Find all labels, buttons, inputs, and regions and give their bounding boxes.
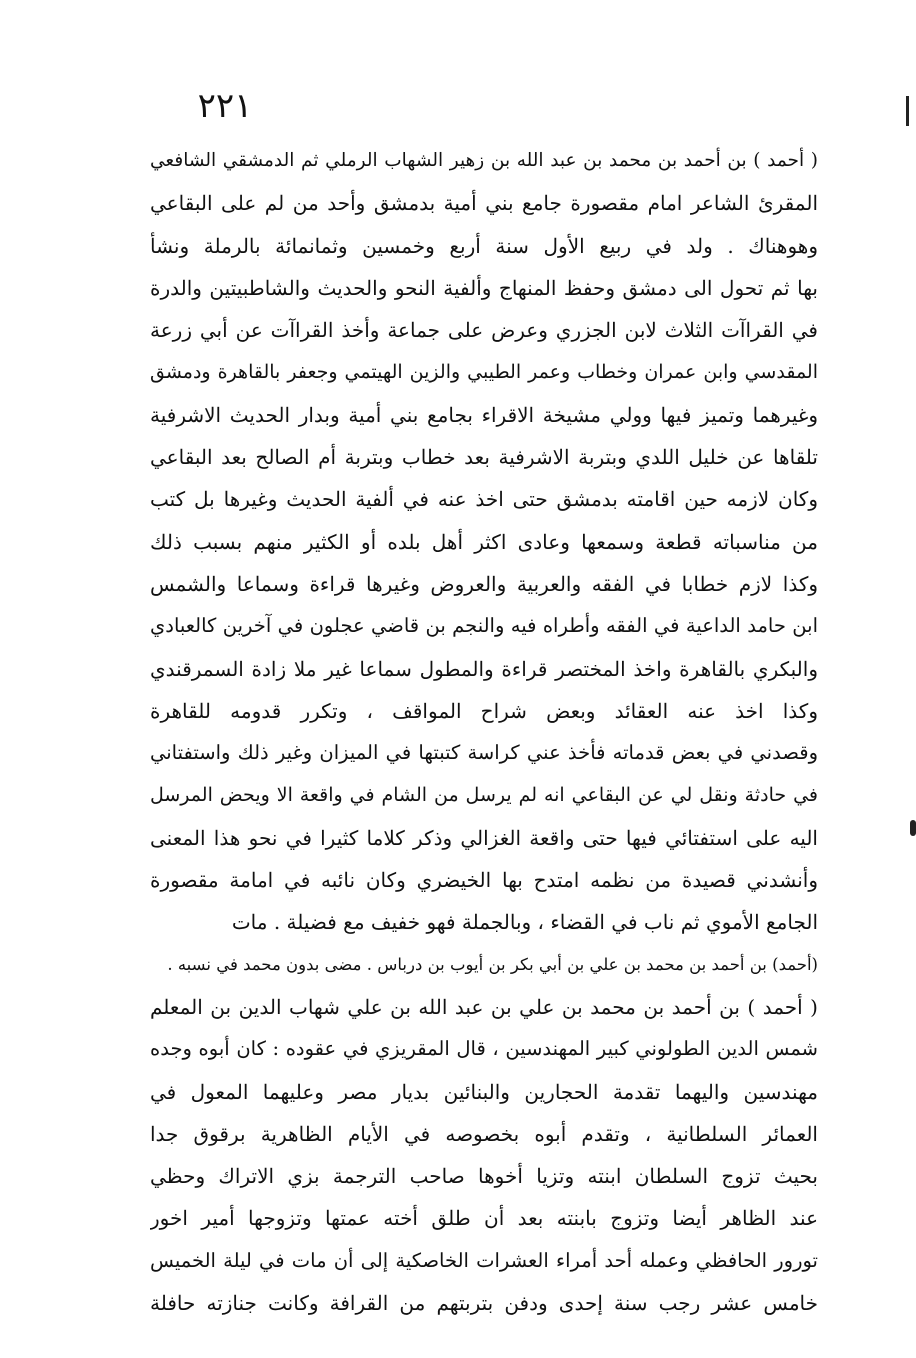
- text-line: وكان لازمه حين اقامته بدمشق حتى اخذ عنه في ألفية الحديث وغيرها بل كتب: [150, 487, 818, 512]
- text-line: ابن حامد الداعية في الفقه وأطراه فيه والنجم بن قاضي عجلون في آخرين كالعبادي: [150, 614, 818, 638]
- page-number: ٢٢١: [197, 86, 253, 126]
- text-line: المقرئ الشاعر امام مقصورة جامع بني أمية بدمشق وأحد من لم على البقاعي: [150, 191, 818, 216]
- text-line: وكذا لازم خطابا في الفقه والعربية والعروض وغيرها قراءة وسماعا والشمس: [150, 571, 818, 596]
- text-line: خامس عشر رجب سنة إحدى ودفن بتربتهم من القرافة وكانت جنازته حافلة: [150, 1291, 818, 1316]
- text-line: وقصدني في بعض قدماته فأخذ عني كراسة كتبتها في الميزان وغير ذلك واستفتاني: [150, 741, 818, 765]
- page-edge-mark: [906, 96, 909, 126]
- text-line: اليه على استفتائي فيها حتى واقعة الغزالي وذكر كلاما كثيرا في نحو هذا المعنى: [150, 825, 818, 850]
- text-line: عند الظاهر أيضا وتزوج بابنته بعد أن طلق أخته عمتها وتزوجها أمير اخور: [150, 1206, 818, 1231]
- text-line: العمائر السلطانية ، وتقدم أبوه بخصوصه في الأيام الظاهرية برقوق جدا: [150, 1121, 818, 1146]
- text-line: من مناسباته قطعة وسمعها وعادى اكثر أهل بلده أو الكثير منهم بسبب ذلك: [150, 529, 818, 554]
- text-line: بحيث تزوج السلطان ابنته وتزيا أخوها صاحب الترجمة بزي الاتراك وحظي: [150, 1164, 818, 1189]
- text-line: شمس الدين الطولوني كبير المهندسين ، قال المقريزي في عقوده : كان أبوه وجده: [150, 1037, 818, 1061]
- text-line: وأنشدني قصيدة من نظمه امتدح بها الخيضري وكان نائبه في امامة مقصورة: [150, 868, 818, 893]
- text-line: ( أحمد ) بن أحمد بن محمد بن عبد الله بن زهير الشهاب الرملي ثم الدمشقي الشافعي: [150, 150, 818, 171]
- text-line: بها ثم تحول الى دمشق وحفظ المنهاج وألفية النحو والحديث والشاطبيتين والدرة: [150, 275, 818, 300]
- text-line: وكذا اخذ عنه العقائد وبعض شراح المواقف ، وتكرر قدومه للقاهرة: [150, 698, 818, 723]
- text-line: وهوهناك . ولد في ربيع الأول سنة أربع وخمسين وثمانمائة بالرملة ونشأ: [150, 233, 818, 258]
- text-line: الجامع الأموي ثم ناب في القضاء ، وبالجملة فهو خفيف مع فضيلة . مات: [231, 910, 818, 935]
- text-line: وغيرهما وتميز فيها وولي مشيخة الاقراء بجامع بني أمية وبدار الحديث الاشرفية: [150, 402, 818, 427]
- text-line: (أحمد) بن أحمد بن محمد بن علي بن أبي بكر بن أيوب بن درباس . مضى بدون محمد في نسبه .: [167, 954, 818, 974]
- text-line: مهندسين واليهما تقدمة الحجارين والبنائين بديار مصر وعليهما المعول في: [150, 1079, 818, 1104]
- text-line: في القراآت الثلاث لابن الجزري وعرض على جماعة وأخذ القراآت عن أبي زرعة: [150, 318, 818, 343]
- text-line: تورور الحافظي وعمله أحد أمراء العشرات الخاصكية إلى أن مات في ليلة الخميس: [150, 1248, 818, 1272]
- text-line: ( أحمد ) بن أحمد بن محمد بن علي بن عبد الله بن علي شهاب الدين بن المعلم: [150, 994, 818, 1019]
- page-edge-dot: [910, 820, 916, 836]
- body-text: [150, 140, 818, 1324]
- text-line: في حادثة ونقل لي عن البقاعي انه لم يرسل من الشام في واقعة الا ويحض المرسل: [150, 784, 818, 807]
- text-line: والبكري بالقاهرة واخذ المختصر قراءة والمطول سماعا غير ملا زادة السمرقندي: [150, 656, 818, 681]
- text-line: المقدسي وابن عمران وخطاب وعمر الطيبي والزين الهيتمي وجعفر بالقاهرة ودمشق: [150, 361, 818, 384]
- text-line: تلقاها عن خليل اللدي وبتربة الاشرفية بعد خطاب وبتربة أم الصالح بعد البقاعي: [150, 445, 818, 470]
